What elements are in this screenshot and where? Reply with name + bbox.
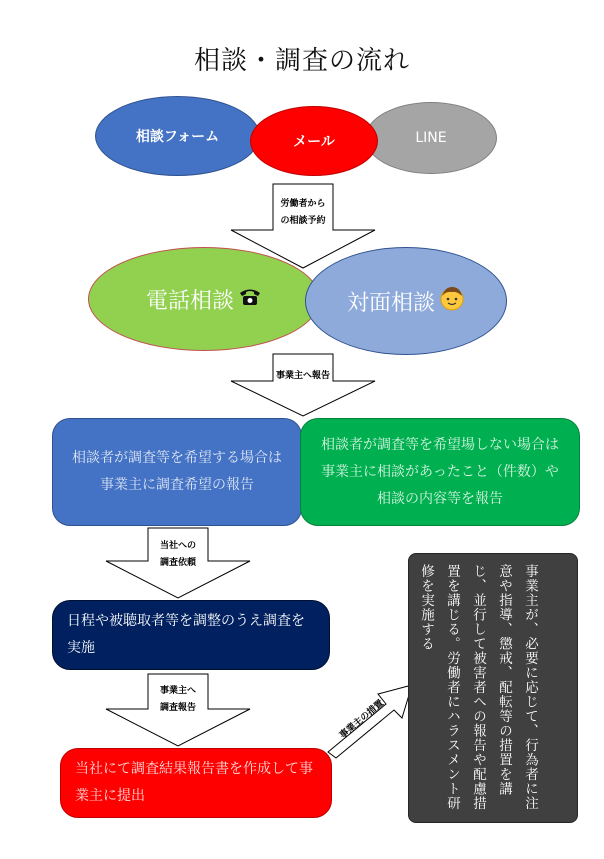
- result-report-box: [60, 748, 332, 818]
- smiley-face-icon: [439, 285, 465, 317]
- arrow-2-label: 事業主へ報告: [275, 371, 330, 381]
- face-consult-label: 対面相談: [346, 290, 435, 316]
- employer-action-box: [408, 553, 578, 823]
- diagonal-arrow-label: 事業主の措置: [338, 698, 386, 741]
- arrow-1-line1: 労働者から: [280, 199, 326, 209]
- face-to-face-consult: [305, 247, 507, 355]
- arrow-4-line2: 調査報告: [159, 703, 196, 713]
- investigation-box: [52, 600, 330, 670]
- no-investigation-text: 相談者が調査等を希望場しない場合は事業主に相談があったこと（件数）や相談の内容等を報告: [321, 436, 559, 507]
- wish-investigation-box: [52, 418, 302, 526]
- wish-investigation-text: 相談者が調査等を希望する場合は事業主に調査希望の報告: [72, 450, 282, 493]
- line-label: LINE: [415, 130, 447, 146]
- mail-channel: [250, 106, 378, 176]
- telephone-icon: [238, 286, 262, 312]
- down-arrow-2: [228, 353, 378, 417]
- arrow-1-line2: の相談予約: [280, 216, 326, 226]
- no-investigation-box: [300, 418, 580, 526]
- consult-form-label: 相談フォーム: [135, 129, 220, 145]
- consult-form-channel: [95, 96, 260, 176]
- phone-consult-label: 電話相談: [145, 288, 234, 314]
- phone-consult: [88, 247, 320, 351]
- investigation-text: 日程や被聴取者等を調整のうえ調査を実施: [67, 613, 305, 656]
- line-channel: [365, 102, 497, 174]
- arrow-4-line1: 事業主へ: [159, 686, 196, 696]
- arrow-3-line1: 当社への: [159, 541, 196, 551]
- page-title: 相談・調査の流れ: [193, 46, 410, 76]
- arrow-1-label: [273, 196, 333, 230]
- arrow-4-label: [148, 683, 208, 717]
- arrow-3-line2: 調査依頼: [159, 558, 196, 568]
- result-report-text: 当社にて調査結果報告書を作成して事業主に提出: [75, 761, 313, 804]
- arrow-3-label: [148, 538, 208, 572]
- mail-label: メール: [293, 134, 335, 150]
- employer-action-text: 事業主が、必要に応じて、行為者に注意や指導、懲戒、配転等の措置を講じ、並行して被害者への報告や配慮措置を講じる。労働者にハラスメント研修を実施する: [418, 564, 538, 811]
